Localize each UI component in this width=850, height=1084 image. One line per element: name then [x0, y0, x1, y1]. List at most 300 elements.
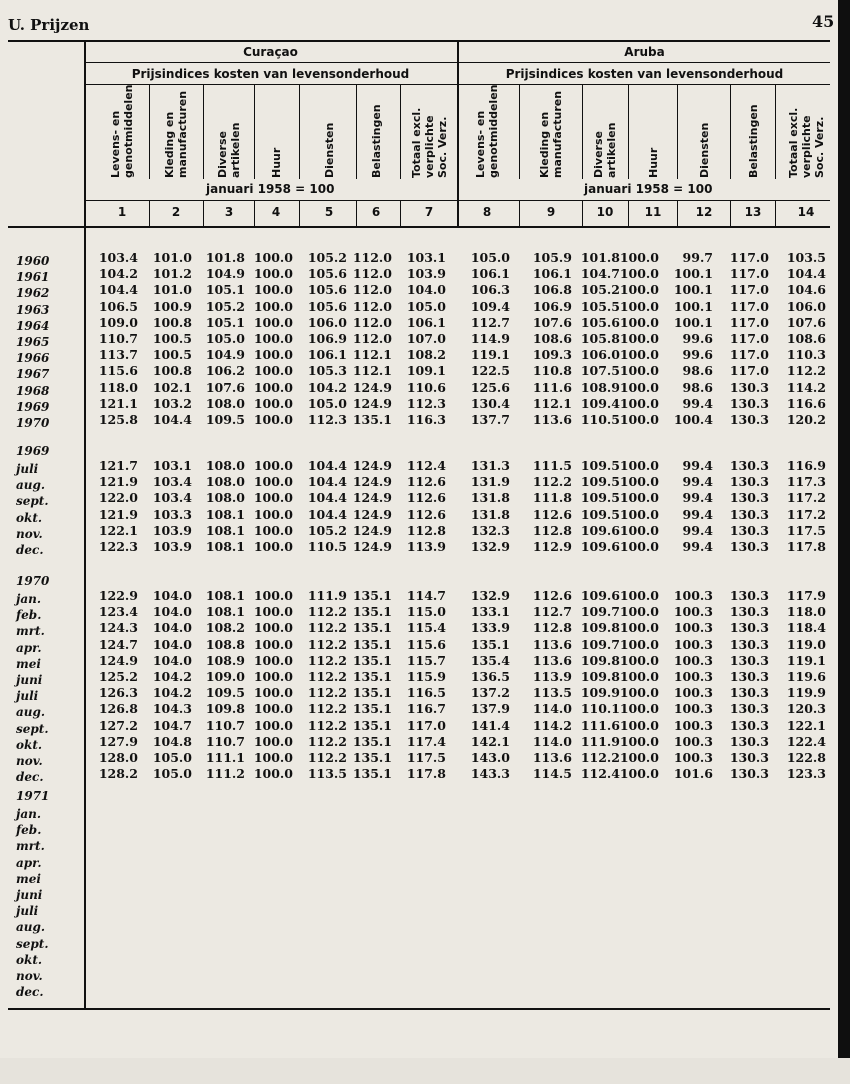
table-cell: 130.3	[729, 717, 769, 733]
table-cell: 130.3	[729, 636, 769, 652]
table-cell: 117.0	[729, 266, 769, 282]
column-header-label: Kleding en	[538, 111, 551, 178]
table-cell: 100.0	[619, 331, 659, 346]
table-cell: 100.8	[152, 363, 192, 379]
table-cell: 112.0	[352, 266, 392, 282]
column-number: 4	[271, 205, 281, 219]
table-cell: 135.1	[352, 750, 392, 765]
table-cell: 100.0	[253, 314, 293, 330]
row-label: okt.	[16, 510, 43, 525]
table-cell: 112.6	[406, 490, 446, 506]
row-label: mei	[16, 871, 41, 886]
table-cell: 137.7	[470, 412, 510, 427]
column-divider	[254, 84, 255, 179]
table-cell: 107.6	[532, 314, 572, 330]
table-cell: 100.0	[253, 750, 293, 765]
table-cell: 111.1	[205, 750, 245, 765]
table-cell: 112.6	[532, 588, 572, 603]
table-cell: 100.3	[673, 652, 713, 668]
row-label: nov.	[16, 526, 43, 541]
table-cell: 116.5	[406, 685, 446, 701]
table-cell: 117.9	[786, 588, 826, 603]
table-cell: 113.6	[532, 636, 572, 652]
table-cell: 133.9	[470, 620, 510, 636]
table-cell: 100.3	[673, 669, 713, 684]
table-cell: 101.8	[205, 250, 245, 265]
table-cell: 100.0	[253, 522, 293, 538]
table-cell: 101.2	[152, 266, 192, 282]
table-cell: 106.2	[205, 363, 245, 379]
table-cell: 106.1	[470, 266, 510, 282]
column-header-label: Diensten	[697, 122, 711, 178]
column-divider	[582, 84, 583, 179]
table-cell: 100.0	[253, 652, 293, 668]
table-cell: 130.3	[729, 620, 769, 636]
table-cell: 109.4	[580, 395, 620, 411]
table-cell: 109.8	[205, 701, 245, 717]
row-label: feb.	[16, 608, 42, 623]
table-cell: 107.5	[580, 363, 620, 379]
table-cell: 104.0	[152, 588, 192, 603]
table-cell: 121.1	[98, 395, 138, 411]
table-cell: 100.0	[619, 266, 659, 282]
table-cell: 105.0	[470, 250, 510, 265]
table-cell: 108.0	[205, 474, 245, 490]
table-cell: 124.7	[98, 636, 138, 652]
table-cell: 130.3	[729, 506, 769, 522]
row-label: 1961	[16, 270, 50, 285]
table-cell: 100.0	[253, 539, 293, 554]
table-cell: 105.0	[307, 395, 347, 411]
table-cell: 103.1	[152, 458, 192, 473]
page-number: 45	[812, 12, 835, 31]
table-cell: 113.6	[532, 750, 572, 765]
table-cell: 100.0	[253, 266, 293, 282]
table-cell: 113.7	[98, 347, 138, 363]
table-cell: 142.1	[470, 733, 510, 749]
table-cell: 104.2	[98, 266, 138, 282]
table-cell: 120.3	[786, 701, 826, 717]
table-cell: 109.5	[580, 458, 620, 473]
table-cell: 130.3	[729, 490, 769, 506]
table-cell: 100.0	[253, 636, 293, 652]
table-cell: 104.0	[152, 652, 192, 668]
table-cell: 109.0	[98, 314, 138, 330]
table-cell: 132.9	[470, 588, 510, 603]
column-number-divider	[299, 200, 300, 226]
table-cell: 105.0	[152, 766, 192, 782]
table-cell: 100.0	[619, 347, 659, 363]
table-cell: 100.0	[619, 490, 659, 506]
table-cell: 99.4	[682, 474, 713, 490]
table-cell: 99.4	[682, 506, 713, 522]
table-cell: 103.2	[152, 395, 192, 411]
table-cell: 108.2	[406, 347, 446, 363]
table-cell: 112.1	[352, 363, 392, 379]
table-cell: 106.8	[532, 282, 572, 298]
table-cell: 109.8	[580, 620, 620, 636]
table-cell: 102.1	[152, 379, 192, 395]
table-cell: 100.0	[619, 282, 659, 298]
table-cell: 120.2	[786, 412, 826, 427]
column-number: 8	[482, 205, 492, 219]
table-cell: 112.0	[352, 298, 392, 314]
table-cell: 114.2	[532, 717, 572, 733]
table-cell: 117.0	[729, 363, 769, 379]
row-label: juli	[16, 904, 39, 919]
table-cell: 115.7	[406, 652, 446, 668]
table-cell: 108.0	[205, 395, 245, 411]
table-cell: 108.6	[786, 331, 826, 346]
table-cell: 125.2	[98, 669, 138, 684]
table-cell: 109.8	[580, 652, 620, 668]
table-cell: 112.2	[307, 636, 347, 652]
table-cell: 112.0	[352, 250, 392, 265]
table-cell: 112.2	[307, 669, 347, 684]
table-cell: 100.0	[253, 395, 293, 411]
table-cell: 104.0	[152, 636, 192, 652]
table-cell: 117.0	[406, 717, 446, 733]
column-number: 11	[644, 205, 662, 219]
table-cell: 100.3	[673, 636, 713, 652]
table-cell: 100.0	[619, 669, 659, 684]
table-cell: 135.1	[352, 733, 392, 749]
table-cell: 130.3	[729, 412, 769, 427]
column-number: 12	[695, 205, 713, 219]
column-header-label: verplichte	[422, 115, 436, 178]
table-cell: 100.0	[619, 766, 659, 782]
table-cell: 124.3	[98, 620, 138, 636]
table-cell: 124.9	[352, 474, 392, 490]
table-cell: 100.0	[619, 474, 659, 490]
table-cell: 125.8	[98, 412, 138, 427]
table-cell: 99.4	[682, 522, 713, 538]
table-cell: 114.2	[786, 379, 826, 395]
column-number: 14	[797, 205, 815, 219]
period-heading: 1969	[16, 443, 50, 458]
table-cell: 99.4	[682, 490, 713, 506]
table-cell: 103.4	[98, 250, 138, 265]
table-cell: 100.0	[619, 539, 659, 554]
table-cell: 111.8	[532, 490, 572, 506]
table-cell: 103.9	[152, 522, 192, 538]
table-cell: 114.9	[470, 331, 510, 346]
row-label: mrt.	[16, 624, 45, 639]
table-cell: 135.1	[352, 766, 392, 782]
column-header-label: Soc. Verz.	[812, 116, 826, 178]
column-divider	[400, 84, 401, 179]
table-cell: 124.9	[352, 522, 392, 538]
table-cell: 109.3	[532, 347, 572, 363]
table-cell: 100.1	[673, 282, 713, 298]
table-cell: 104.2	[152, 669, 192, 684]
table-cell: 105.3	[307, 363, 347, 379]
table-cell: 100.0	[619, 652, 659, 668]
row-label: aug.	[16, 478, 46, 493]
table-cell: 117.5	[406, 750, 446, 765]
table-cell: 131.9	[470, 474, 510, 490]
table-cell: 110.3	[786, 347, 826, 363]
table-cell: 100.1	[673, 298, 713, 314]
table-cell: 130.3	[729, 750, 769, 765]
table-cell: 122.4	[786, 733, 826, 749]
column-header-label: manufacturen	[551, 90, 564, 178]
table-cell: 118.0	[98, 379, 138, 395]
table-cell: 99.4	[682, 458, 713, 473]
table-cell: 108.6	[532, 331, 572, 346]
table-cell: 135.1	[352, 685, 392, 701]
table-cell: 100.0	[253, 733, 293, 749]
table-cell: 127.2	[98, 717, 138, 733]
table-cell: 117.8	[786, 539, 826, 554]
table-cell: 114.0	[532, 733, 572, 749]
table-cell: 109.6	[580, 539, 620, 554]
table-cell: 135.1	[352, 636, 392, 652]
table-cell: 106.1	[307, 347, 347, 363]
table-cell: 122.3	[98, 539, 138, 554]
table-cell: 130.3	[729, 669, 769, 684]
table-cell: 99.7	[682, 250, 713, 265]
table-cell: 119.0	[786, 636, 826, 652]
table-cell: 109.5	[205, 412, 245, 427]
table-cell: 110.8	[532, 363, 572, 379]
table-cell: 100.0	[253, 685, 293, 701]
table-cell: 100.0	[253, 458, 293, 473]
column-header-label: manufacturen	[176, 90, 189, 178]
table-cell: 108.0	[205, 490, 245, 506]
table-cell: 109.5	[580, 506, 620, 522]
table-cell: 117.4	[406, 733, 446, 749]
table-cell: 112.1	[352, 347, 392, 363]
table-cell: 110.5	[580, 412, 620, 427]
column-divider	[519, 84, 520, 179]
table-cell: 106.0	[786, 298, 826, 314]
table-cell: 108.8	[205, 636, 245, 652]
subtitle-rule-left	[84, 84, 457, 85]
column-header-label: Kleding en	[163, 111, 176, 178]
column-number-divider	[775, 200, 776, 226]
table-cell: 112.0	[352, 314, 392, 330]
table-cell: 98.6	[682, 363, 713, 379]
table-cell: 112.8	[406, 522, 446, 538]
table-cell: 100.0	[619, 685, 659, 701]
table-cell: 117.0	[729, 331, 769, 346]
column-divider	[677, 84, 678, 179]
table-cell: 100.0	[253, 412, 293, 427]
column-header-label: verplichte	[799, 115, 813, 178]
table-cell: 113.9	[532, 669, 572, 684]
row-label: sept.	[16, 936, 49, 951]
table-cell: 100.0	[619, 750, 659, 765]
table-cell: 109.7	[580, 604, 620, 620]
row-label: 1960	[16, 254, 50, 268]
table-cell: 100.0	[253, 331, 293, 346]
column-header-label: Diensten	[322, 122, 336, 178]
column-divider	[775, 84, 776, 179]
table-cell: 106.9	[532, 298, 572, 314]
table-cell: 127.9	[98, 733, 138, 749]
table-cell: 104.4	[307, 458, 347, 473]
row-label: juli	[16, 462, 39, 476]
table-cell: 104.4	[98, 282, 138, 298]
table-cell: 98.6	[682, 379, 713, 395]
period-heading: 1970	[16, 573, 50, 588]
table-cell: 123.3	[786, 766, 826, 782]
row-label: 1968	[16, 383, 50, 398]
table-cell: 130.3	[729, 588, 769, 603]
table-cell: 106.1	[406, 314, 446, 330]
column-number-divider	[400, 200, 401, 226]
column-header-label: Diverse	[592, 131, 605, 178]
table-cell: 100.4	[673, 412, 713, 427]
binding-edge	[838, 0, 850, 1084]
table-cell: 116.6	[786, 395, 826, 411]
table-cell: 104.4	[786, 266, 826, 282]
table-cell: 100.0	[253, 474, 293, 490]
row-label: juni	[16, 888, 43, 902]
table-cell: 100.0	[253, 490, 293, 506]
table-cell: 109.6	[580, 588, 620, 603]
table-cell: 100.0	[619, 250, 659, 265]
table-cell: 111.2	[205, 766, 245, 782]
row-label: juni	[16, 673, 43, 687]
table-cell: 105.1	[205, 314, 245, 330]
table-cell: 112.4	[580, 766, 620, 782]
column-number-divider	[519, 200, 520, 226]
table-cell: 106.0	[580, 347, 620, 363]
row-label: 1966	[16, 351, 50, 366]
table-cell: 100.0	[253, 506, 293, 522]
column-number-top-rule	[84, 200, 830, 201]
table-cell: 103.5	[786, 250, 826, 265]
table-cell: 124.9	[352, 458, 392, 473]
table-cell: 100.0	[253, 766, 293, 782]
table-cell: 143.3	[470, 766, 510, 782]
table-cell: 99.4	[682, 395, 713, 411]
table-cell: 100.0	[253, 298, 293, 314]
table-cell: 103.4	[152, 474, 192, 490]
table-cell: 115.9	[406, 669, 446, 684]
table-cell: 124.9	[352, 490, 392, 506]
table-cell: 112.2	[786, 363, 826, 379]
table-cell: 136.5	[470, 669, 510, 684]
table-cell: 100.0	[253, 701, 293, 717]
table-cell: 100.0	[619, 458, 659, 473]
row-label: apr.	[16, 855, 42, 870]
table-cell: 100.3	[673, 620, 713, 636]
table-cell: 100.0	[253, 669, 293, 684]
page-margin	[0, 1058, 850, 1084]
table-cell: 100.3	[673, 717, 713, 733]
column-number: 2	[171, 205, 181, 219]
table-cell: 104.7	[152, 717, 192, 733]
table-cell: 100.0	[253, 588, 293, 603]
table-cell: 100.0	[619, 620, 659, 636]
table-cell: 130.3	[729, 604, 769, 620]
table-cell: 112.2	[307, 652, 347, 668]
table-cell: 113.6	[532, 412, 572, 427]
table-cell: 104.0	[152, 620, 192, 636]
table-cell: 108.1	[205, 604, 245, 620]
table-cell: 105.2	[307, 522, 347, 538]
table-cell: 104.7	[580, 266, 620, 282]
table-cell: 122.9	[98, 588, 138, 603]
region-title-rule-left	[84, 62, 457, 63]
table-cell: 135.4	[470, 652, 510, 668]
table-cell: 124.9	[98, 652, 138, 668]
table-cell: 117.0	[729, 250, 769, 265]
column-header-label: genotmiddelen	[487, 84, 500, 178]
row-label: apr.	[16, 640, 42, 655]
table-cell: 135.1	[352, 701, 392, 717]
region-title-rule-right	[459, 62, 830, 63]
table-cell: 112.6	[406, 506, 446, 522]
column-number-divider	[582, 200, 583, 226]
table-cell: 125.6	[470, 379, 510, 395]
table-cell: 135.1	[352, 604, 392, 620]
table-cell: 104.4	[307, 490, 347, 506]
table-cell: 115.4	[406, 620, 446, 636]
table-cell: 100.0	[619, 314, 659, 330]
table-cell: 122.5	[470, 363, 510, 379]
table-cell: 100.8	[152, 314, 192, 330]
table-cell: 111.6	[532, 379, 572, 395]
table-cell: 119.1	[786, 652, 826, 668]
table-cell: 114.0	[532, 701, 572, 717]
table-cell: 137.9	[470, 701, 510, 717]
column-divider	[628, 84, 629, 179]
row-label: nov.	[16, 754, 43, 768]
table-cell: 112.4	[406, 458, 446, 473]
table-cell: 112.2	[307, 733, 347, 749]
column-header-label: Diverse	[216, 131, 229, 178]
table-cell: 118.0	[786, 604, 826, 620]
table-cell: 100.0	[253, 604, 293, 620]
header-bottom-rule	[8, 226, 830, 228]
table-cell: 103.1	[406, 250, 446, 265]
aruba-subtitle: Prijsindices kosten van levensonderhoud	[505, 67, 784, 81]
table-cell: 112.8	[532, 522, 572, 538]
table-cell: 135.1	[352, 620, 392, 636]
table-cell: 105.8	[580, 331, 620, 346]
table-cell: 123.4	[98, 604, 138, 620]
table-cell: 100.0	[253, 347, 293, 363]
table-cell: 100.0	[619, 412, 659, 427]
table-cell: 103.9	[406, 266, 446, 282]
aruba-base-period: januari 1958 = 100	[584, 182, 713, 196]
table-cell: 109.6	[580, 522, 620, 538]
column-number: 3	[224, 205, 234, 219]
table-cell: 122.1	[98, 522, 138, 538]
row-label: dec.	[16, 770, 44, 785]
column-header-label: Levens- en	[474, 110, 487, 178]
row-label: aug.	[16, 920, 46, 935]
table-cell: 104.4	[152, 412, 192, 427]
table-cell: 112.0	[352, 331, 392, 346]
table-cell: 100.5	[152, 331, 192, 346]
table-cell: 106.1	[532, 266, 572, 282]
table-cell: 111.9	[307, 588, 347, 603]
table-cell: 100.0	[619, 522, 659, 538]
table-cell: 112.2	[307, 685, 347, 701]
curacao-heading: Curaçao	[243, 45, 298, 59]
table-cell: 109.5	[205, 685, 245, 701]
row-label: 1964	[16, 318, 50, 333]
curacao-base-period: januari 1958 = 100	[206, 182, 335, 196]
row-label: sept.	[16, 721, 49, 736]
table-cell: 112.2	[307, 701, 347, 717]
table-cell: 119.1	[470, 347, 510, 363]
